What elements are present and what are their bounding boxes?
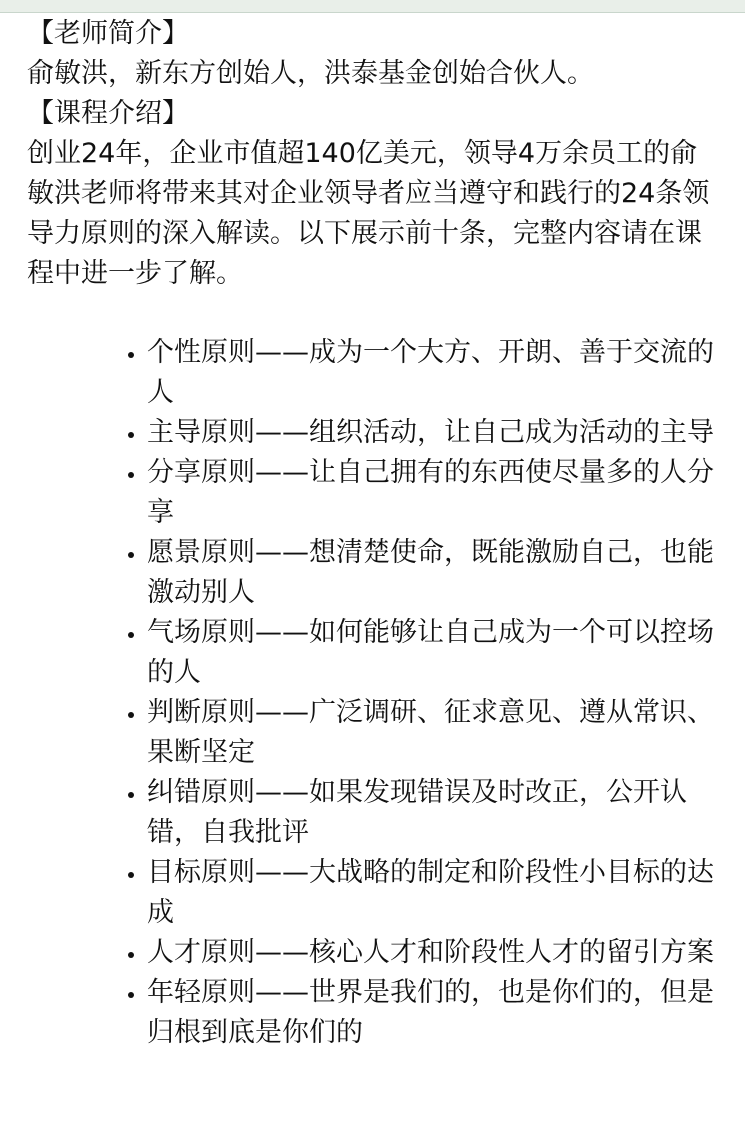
list-item: • 判断原则——广泛调研、征求意见、遵从常识、果断坚定 (147, 693, 717, 773)
top-border-strip (0, 0, 745, 13)
teacher-intro-heading: 【老师简介】 (27, 18, 189, 49)
list-item: • 个性原则——成为一个大方、开朗、善于交流的人 (147, 333, 717, 413)
article-body (27, 14, 717, 1053)
list-item: • 气场原则——如何能够让自己成为一个可以控场的人 (147, 613, 717, 693)
principles-list (27, 333, 717, 1053)
list-item: • 人才原则——核心人才和阶段性人才的留引方案 (147, 933, 717, 973)
course-intro-heading: 【课程介绍】 (27, 98, 189, 129)
list-item: • 目标原则——大战略的制定和阶段性小目标的达成 (147, 853, 717, 933)
list-item: • 主导原则——组织活动，让自己成为活动的主导 (147, 413, 717, 453)
teacher-intro-text: 俞敏洪，新东方创始人，洪泰基金创始合伙人。 (27, 58, 594, 89)
list-item: • 分享原则——让自己拥有的东西使尽量多的人分享 (147, 453, 717, 533)
list-item: • 年轻原则——世界是我们的，也是你们的，但是归根到底是你们的 (147, 973, 717, 1053)
list-item: • 纠错原则——如果发现错误及时改正，公开认错，自我批评 (147, 773, 717, 853)
list-item: • 愿景原则——想清楚使命，既能激励自己，也能激动别人 (147, 533, 717, 613)
course-intro-text: 创业24年，企业市值超140亿美元，领导4万余员工的俞敏洪老师将带来其对企业领导者应当遵守和践行的24条领导力原则的深入解读。以下展示前十条，完整内容请在课程中进一步了解。 (27, 138, 710, 289)
